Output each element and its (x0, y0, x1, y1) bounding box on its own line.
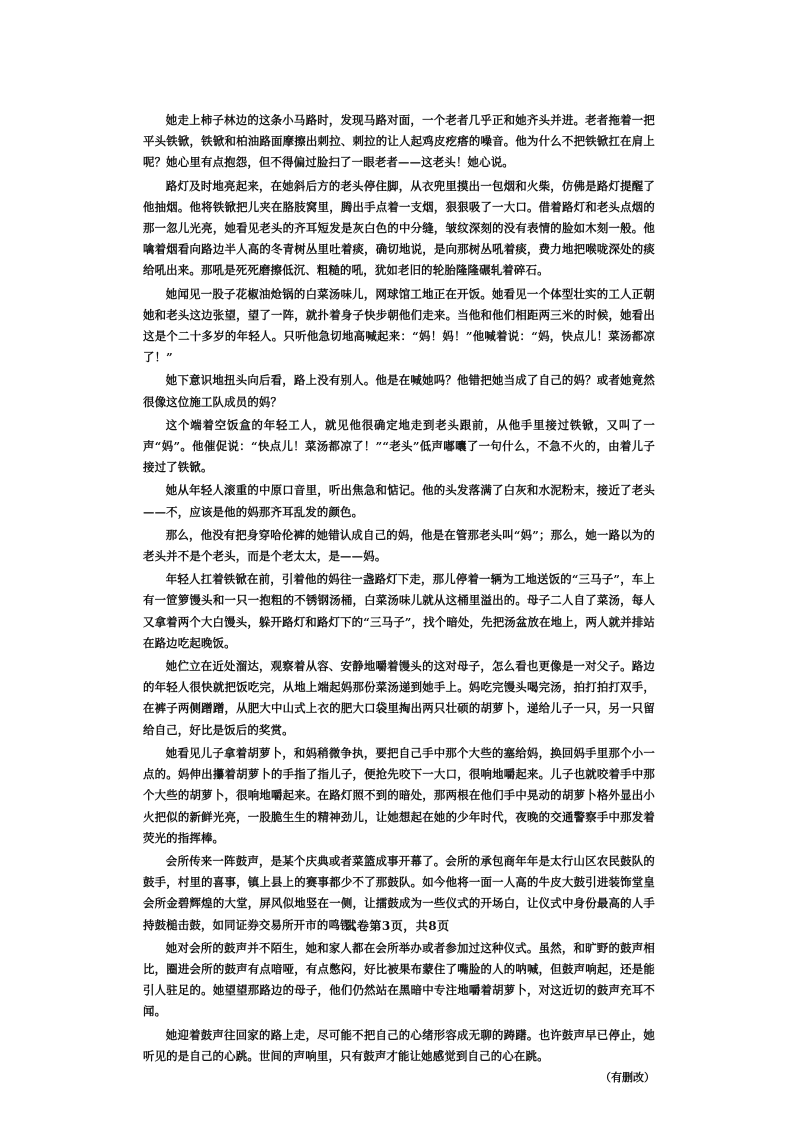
page-footer: 试卷第3页，共8页 (344, 919, 450, 933)
paragraph: 她从年轻人滚重的中原口音里，听出焦急和惦记。他的头发落满了白灰和水泥粉末，接近了老头——不，应该是他的妈那齐耳乱发的颜色。 (143, 483, 655, 519)
paragraph: 年轻人扛着铁锨在前，引着他的妈往一盏路灯下走，那儿停着一辆为工地送饭的“三马子”，车上有一笸箩馒头和一只一抱粗的不锈钢汤桶，白菜汤味儿就从这桶里溢出的。母子二人自了菜汤，每人又拿着两个大白馒头，躲开路灯和路灯下的“三马子”，找个暗处，先把汤盆放在地上，两人就并排站在路边吃起晚饭。 (143, 572, 655, 650)
source-note: （有删改） (600, 1070, 655, 1084)
paragraph: 她伫立在近处溜达，观察着从容、安静地嚼着馒头的这对母子，怎么看也更像是一对父子。路边的年轻人很快就把饭吃完，从地上端起妈那份菜汤递到她手上。妈吃完馒头喝完汤，拍打拍打双手，在裤子两侧蹭蹭，从肥大中山式上衣的肥大口袋里掏出两只壮硕的胡萝卜，递给儿子一只，另一只留给自己，好比是饭后的奖赏。 (143, 659, 655, 737)
paragraph: 她迎着鼓声往回家的路上走，尽可能不把自己的心绪形容成无聊的踌躇。也许鼓声早已停止，她听见的是自己的心跳。世间的声响里，只有鼓声才能让她感觉到自己的心在跳。 (143, 1027, 655, 1063)
paragraph: 她闻见一股子花椒油炝锅的白菜汤味儿，网球馆工地正在开饭。她看见一个体型壮实的工人正朝她和老头这边张望，望了一阵，就扑着身子快步朝他们走来。当他和他们相距两三米的时候，她看出这是个二十多岁的年轻人。只听他急切地高喊起来：“妈！妈！”他喊着说：“妈，快点儿！菜汤都凉了！” (143, 286, 655, 365)
paragraph: 会所传来一阵鼓声，是某个庆典或者菜篮成事开幕了。会所的承包商年年是太行山区农民鼓队的鼓手，村里的喜事，镇上县上的赛事都少不了那鼓队。如今他将一面一人高的牛皮大鼓引进装饰堂皇会所金碧辉煌的大堂，屏风似地竖在一侧，让擂鼓成为一些仪式的开场白，让仪式中身份最高的人手持鼓槌击鼓，如同证券交易所开市的鸣锣。 (143, 853, 655, 932)
paragraph: 她走上柿子林边的这条小马路时，发现马路对面，一个老者几乎正和她齐头并进。老者拖着一把平头铁锨，铁锨和柏油路面摩擦出刺拉、刺拉的让人起鸡皮疙瘩的噪音。他为什么不把铁锨扛在肩上呢？她心里有点抱怨，但不得偏过脸扫了一眼老者——这老头！她心说。 (143, 113, 655, 170)
paragraph: 她对会所的鼓声并不陌生，她和家人都在会所举办或者参加过这种仪式。虽然，和旷野的鼓声相比，圈进会所的鼓声有点喑哑，有点憋闷，好比被果布蒙住了嘴脸的人的呐喊，但鼓声响起，还是能引人驻足的。她望望那路边的母子，他们仍然站在黑暗中专注地嚼着胡萝卜，对这近切的鼓声充耳不闻。 (143, 940, 655, 1019)
reading-passage (143, 110, 655, 1085)
paragraph: 那么，他没有把身穿哈伦裤的她错认成自己的妈，他是在管那老头叫“妈”；那么，她一路以为的老头并不是个老头，而是个老太太，是——妈。 (143, 527, 655, 564)
paragraph: 她下意识地扭头向后看，路上没有别人。他是在喊她吗？他错把她当成了自己的妈？或者她竟然很像这位施工队成员的妈？ (143, 373, 655, 409)
paragraph: 这个端着空饭盒的年轻工人，就见他很确定地走到老头跟前，从他手里接过铁锨，又叫了一声“妈”。他催促说：“快点儿！菜汤都凉了！”“老头”低声嘟囔了一句什么，不急不火的，由着儿子接过了铁锨。 (143, 417, 655, 475)
paragraph: 她看见儿子拿着胡萝卜，和妈稍微争执，要把自己手中那个大些的塞给妈，换回妈手里那个小一点的。妈伸出攥着胡萝卜的手指了指儿子，便抢先咬下一大口，很响地嚼起来。儿子也就咬着手中那个大些的胡萝卜，很响地嚼起来。在路灯照不到的暗处，那两根在他们手中晃动的胡萝卜格外显出小火把似的新鲜光亮，一股脆生生的精神劲儿，让她想起在她的少年时代，夜晚的交通警察手中那发着荧光的指挥棒。 (143, 745, 655, 845)
paragraph: 路灯及时地亮起来，在她斜后方的老头停住脚，从衣兜里摸出一包烟和火柴，仿佛是路灯提醒了他抽烟。他将铁锨把儿夹在胳肢窝里，腾出手点着一支烟，狠狠吸了一大口。借着路灯和老头点烟的那一忽儿光亮，她看见老头的齐耳短发是灰白色的中分缝，皱纹深刻的没有表情的脸如木刻一般。他噙着烟看向路边半人高的冬青树丛里吐着痰，确切地说，是向那树丛吼着痰，费力地把喉咙深处的痰给吼出来。那吼是死死磨擦低沉、粗糙的吼，犹如老旧的轮胎隆隆碾轧着碎石。 (143, 178, 655, 278)
